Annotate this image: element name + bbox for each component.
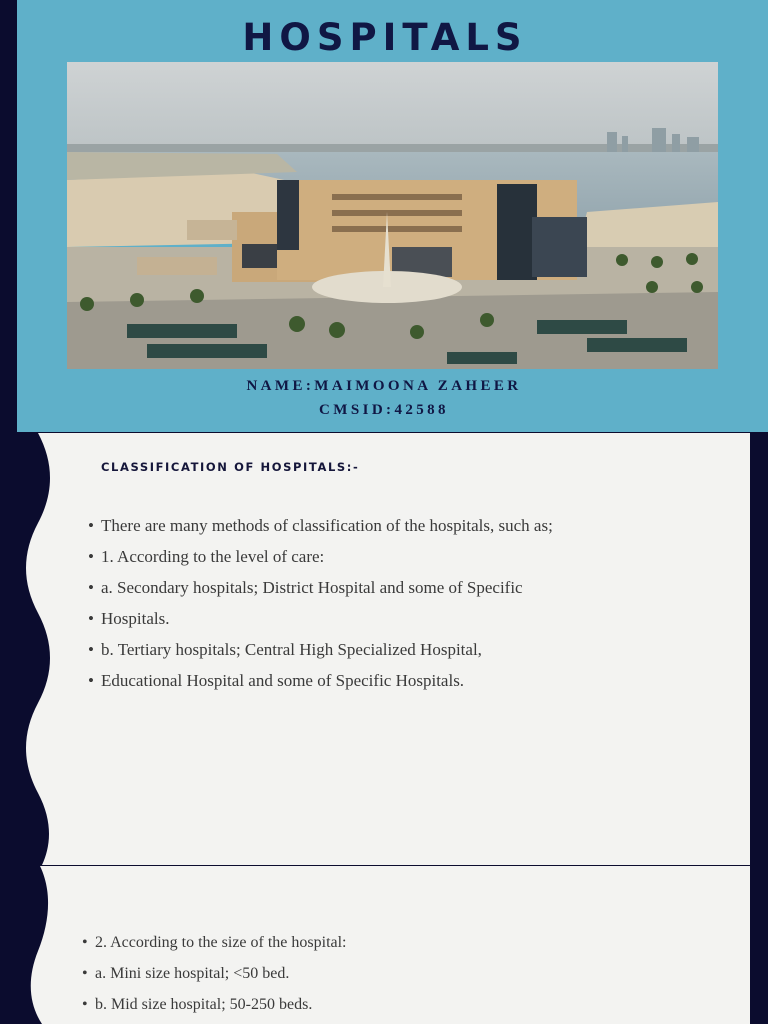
list-item	[88, 515, 553, 546]
bullet-dot: •	[88, 578, 94, 597]
wavy-left-border	[0, 866, 60, 1024]
list-item	[82, 932, 347, 963]
list-item-text: a. Mini size hospital; <50 bed.	[95, 965, 290, 982]
left-accent-bar	[0, 0, 17, 432]
list-item	[82, 963, 347, 994]
bullet-dot: •	[88, 516, 94, 535]
list-item-text: b. Tertiary hospitals; Central High Specialized Hospital,	[101, 640, 482, 659]
right-accent-strip	[750, 433, 768, 865]
bullet-list	[82, 932, 347, 1024]
list-item-text: Hospitals.	[101, 609, 170, 628]
list-item-text: b. Mid size hospital; 50-250 beds.	[95, 996, 313, 1013]
bullet-dot: •	[82, 965, 88, 982]
bullet-dot: •	[82, 934, 88, 951]
bullet-dot: •	[88, 547, 94, 566]
bullet-dot: •	[82, 996, 88, 1013]
list-item-text: 2. According to the size of the hospital:	[95, 934, 347, 951]
list-item	[88, 577, 553, 608]
hospital-photo	[67, 62, 718, 369]
list-item	[88, 546, 553, 577]
bullet-dot: •	[88, 609, 94, 628]
student-cmsid: CMSID:42588	[319, 402, 449, 418]
list-item-text: 1. According to the level of care:	[101, 547, 325, 566]
right-accent-strip	[750, 866, 768, 1024]
slide-title: HOSPITALS	[242, 16, 528, 59]
list-item-text: There are many methods of classification of the hospitals, such as;	[101, 516, 553, 535]
list-item	[82, 994, 347, 1024]
list-item	[88, 670, 553, 701]
title-slide	[0, 0, 768, 432]
wavy-left-border	[0, 433, 60, 865]
list-item	[88, 608, 553, 639]
size-classification-slide	[0, 866, 768, 1024]
student-name: NAME:MAIMOONA ZAHEER	[246, 378, 522, 394]
list-item-text: a. Secondary hospitals; District Hospital and some of Specific	[101, 578, 523, 597]
classification-slide	[0, 433, 768, 865]
list-item	[88, 639, 553, 670]
bullet-list	[88, 515, 553, 701]
list-item-text: Educational Hospital and some of Specific Hospitals.	[101, 671, 465, 690]
section-heading: CLASSIFICATION OF HOSPITALS:-	[101, 460, 360, 474]
bullet-dot: •	[88, 671, 94, 690]
bullet-dot: •	[88, 640, 94, 659]
